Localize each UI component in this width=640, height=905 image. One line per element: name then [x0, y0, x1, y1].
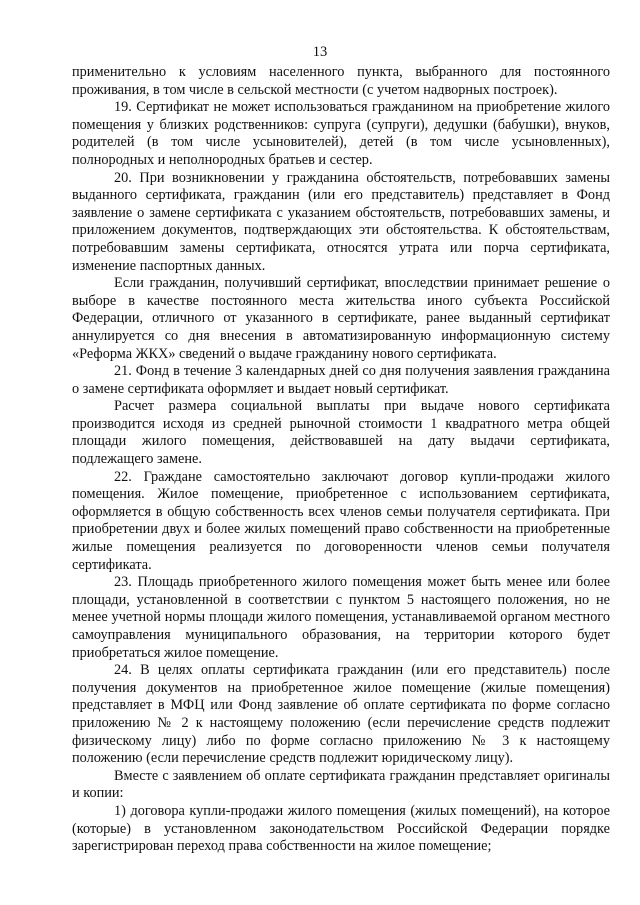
paragraph-item-21: 21. Фонд в течение 3 календарных дней со дня получения заявления гражданина о замене сертификата оформляет и выдает новый сертификат. [72, 363, 610, 397]
paragraph-continuation: применительно к условиям населенного пункта, выбранного для постоянного проживания, в том числе в сельской местности (с учетом надворных построек). [72, 64, 610, 98]
document-body [72, 64, 610, 856]
paragraph-item-19: 19. Сертификат не может использоваться гражданином на приобретение жилого помещения у близких родственников: супруга (супруги), дедушки (бабушки), внуков, родителей (в том числе усыновителей), детей (в том числе усыновленных), полнородных и неполнородных братьев и сестер. [72, 99, 610, 168]
paragraph-document-1: 1) договора купли-продажи жилого помещения (жилых помещений), на которое (которые) в установленном законодательством Российской Федерации порядке зарегистрирован переход права собственности на жилое помещение; [72, 802, 610, 855]
paragraph-payment-calculation: Расчет размера социальной выплаты при выдаче нового сертификата производится исходя из средней рыночной стоимости 1 квадратного метра общей площади жилого помещения, действовавшей на дату выдачи сертификата, подлежащего замене. [72, 398, 610, 468]
paragraph-certificate-annulment: Если гражданин, получивший сертификат, впоследствии принимает решение о выборе в качестве постоянного места жительства иного субъекта Российской Федерации, отличного от указанного в сертификате, ранее выданный сертификат аннулируется со дня внесения в автоматизированную информационную систему «Реформа ЖКХ» сведений о выдаче гражданину нового сертификата. [72, 275, 610, 362]
paragraph-item-23: 23. Площадь приобретенного жилого помещения может быть менее или более площади, установленной в соответствии с пунктом 5 настоящего положения, но не менее учетной нормы площади жилого помещения, устанавливаемой органом местного самоуправления муниципального образования, на территории которого будет приобретаться жилое помещение. [72, 574, 610, 661]
paragraph-item-20: 20. При возникновении у гражданина обстоятельств, потребовавших замены выданного сертификата, гражданин (или его представитель) представляет в Фонд заявление о замене сертификата с указанием обстоятельств, потребовавших замены, и приложением документов, подтверждающих эти обстоятельства. К обстоятельствам, потребовавшим замены сертификата, относятся утрата или порча сертификата, изменение паспортных данных. [72, 169, 610, 274]
paragraph-documents-intro: Вместе с заявлением об оплате сертификата гражданин представляет оригиналы и копии: [72, 767, 610, 802]
paragraph-item-24: 24. В целях оплаты сертификата гражданин (или его представитель) после получения документов на приобретенное жилое помещение (жилые помещения) представляет в МФЦ или Фонд заявление об оплате сертификата по форме согласно приложению № 2 к настоящему положению (если перечисление средств подлежит физическому лицу) либо по форме согласно приложению № 3 к настоящему положению (если перечисление средств подлежит юридическому лицу). [72, 662, 610, 767]
page-number: 13 [312, 44, 328, 60]
paragraph-item-22: 22. Граждане самостоятельно заключают договор купли-продажи жилого помещения. Жилое помещение, приобретенное с использованием сертификата, оформляется в общую собственность всех членов семьи получателя сертификата. При приобретении двух и более жилых помещений право собственности на приобретенные жилые помещения реализуется по договоренности членов семьи получателя сертификата. [72, 468, 610, 573]
